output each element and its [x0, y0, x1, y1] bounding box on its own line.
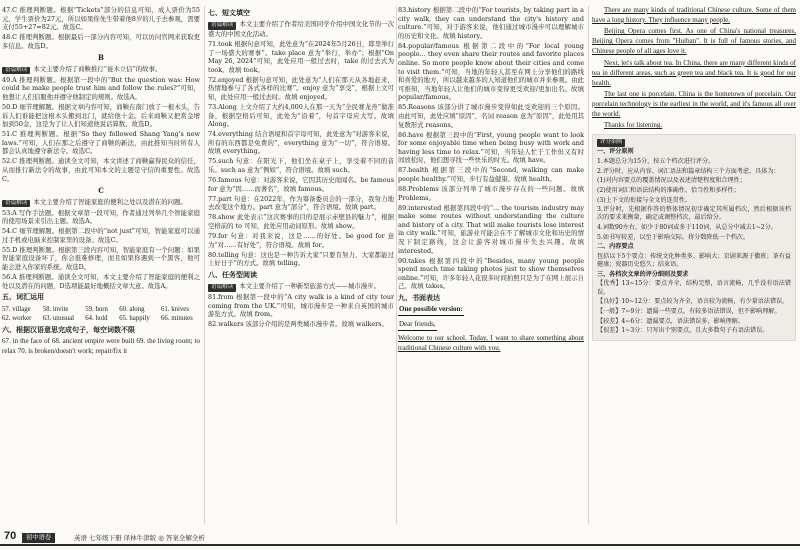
section-seven-heading: 七、短文填空: [208, 9, 250, 17]
answer-85: 85.Reasons 该部分讲了城市漫步变得如此受欢迎的三个原因。由此可知，此处应填“原因”，名词 reason 意为“原因”，此处用其复数形式 reasons。: [398, 103, 584, 129]
section-nine-heading: 九、书面表达: [398, 294, 440, 302]
rubric-heading: 三、各档次文章的评分细则及要求: [597, 270, 689, 278]
intro-text: 本文主要介绍了一种新型旅游方式——城市漫步。: [239, 282, 380, 291]
sentence-answers: 67. in the face of 68. ancient empire were built 69. the living room; to relax 70. is broken/doesn't work; repair/fix it: [2, 337, 200, 356]
passage-tag: 语篇解读: [2, 67, 30, 74]
vocab-item: 62. worker: [2, 314, 32, 322]
rubric-rule: 2.评分时，应从内容、词汇语法和篇章结构三个方面考虑，具体为：: [597, 167, 780, 175]
answer-73: 73.Along 上文介绍了大约4,000人在那一天为“全民赛龙舟”做准备，根据空格后可知，此处为“沿着”，句首字母应大写。故填 Along。: [208, 102, 394, 129]
salutation-text: Dear friends,: [398, 320, 437, 331]
answer-50: 50.D 细节理解题。根据文章内容可知，商鞅在南门放了一根木头，告诉人们谁能把这根木头搬到北门，就给他十金。后来商鞅又把赏金增加到50金，这是为了让人们知道他说话算数。故选D。: [2, 102, 200, 129]
rubric-tag: 评分细则: [597, 139, 625, 146]
essay-para-3: Next, let's talk about tea. In China, there are many different kinds of tea in different areas, such as green tea and black tea. It is good for our health.: [592, 58, 796, 87]
answer-84: 84.popular/famous 根据第二段中的“For local young people... they even share their routes and favorite places online. So more people know about their cities and come to visit them.”可知，当地的年轻人甚至在网上分享他们的路线和喜爱的地方，所以越来越多的人知道他们的城市并来参观。由此可推知，当地年轻人让他们的城市变得更受欢迎/更加出名。故填 popular/famous。: [398, 41, 584, 102]
essay-line-1: Welcome to our school. Today, I want to share something about traditional Chinese culture with you.: [398, 334, 584, 353]
answer-81: 81.from 根据第一段中的“A city walk is a kind of city tour coming from the UK.”可知，城市漫步是一种来自英国的城市游览方式。故填 from。: [208, 293, 394, 319]
answer-76: 76.famous 句意：对游客来说，它因其历史而闻名。be famous for 意为“因……而著名”，故填 famous。: [208, 176, 394, 193]
vocab-item: 63. unusual: [42, 314, 75, 322]
page-number: 70: [4, 530, 17, 543]
section-five-heading: 五、词汇运用: [2, 293, 44, 302]
sample-label: [398, 305, 584, 318]
book-badge: 初中语卷: [22, 533, 55, 543]
content-points: 包括以下5个要点：传统文化种类多、影响大；京剧来源于徽班；茶有益健康；瓷器历史悠久；结束语。: [597, 252, 791, 269]
vocab-item: 65. happily: [119, 314, 150, 322]
rubric-rule: 4.词数90左右，如少于80词或多于110词，从总分中减去1~2分。: [597, 223, 777, 231]
vocab-item: 64. hold: [85, 314, 108, 322]
grade-band: 【很差】1~3分：只写出个别要点，且大多数句子有语法错误。: [597, 327, 769, 335]
scoring-rubric: [592, 134, 796, 341]
passage-tag: 语篇解读: [2, 200, 30, 207]
sample-version-label: One possible version:: [398, 305, 464, 316]
answer-82: 82.walkers 该部分介绍的是两类城市漫步者。故填 walkers。: [208, 320, 388, 329]
answer-74: 74.everything 结合语境和首字母可知，此处意为“对游客来说，所有的东西都是免费的”，everything 意为“一切”，符合语境。故填 everything。: [208, 130, 394, 156]
rubric-heading: 一、评分原则: [597, 148, 634, 156]
answer-80: 80.telling 句意：这也是一种告诉大家“只要肯努力，大家都能过上好日子”的方式。故填 telling。: [208, 250, 394, 268]
answer-77: 77.part 句意：在2022年，作为筹备委员会的一部分，我努力地去改变这个地方。part 意为“部分”，符合语境。故填 part。: [208, 194, 394, 212]
essay-para-4: The last one is porcelain. China is the hometown of porcelain. Our porcelain technology is the earliest in the world, and it's famous all over the world.: [592, 90, 796, 118]
vocab-item: 58. invite: [42, 305, 69, 313]
page-footer: [0, 526, 800, 550]
answer-89: 89.interested 根据第四段中的“... the tourism industry may make some routes without understanding the culture and history of a city. That will make tourists lose interest in city walk.”可知，旅游业可能会在不了解城市文化和历史的情况下制定路线，这会让游客对城市漫步失去兴趣。故填 interested。: [398, 203, 584, 255]
salutation: [398, 320, 584, 333]
answer-75: 75.such 句意：在阳光下，他们坐在桌子上，享受着不同的音乐。such as 意为“例如”，符合语境。故填 such。: [208, 157, 394, 175]
intro-text: 本文主要介绍了商鞅推行“徙木立信”的故事。: [33, 64, 162, 73]
answer-56: 56.A 推理判断题。通读全文可知，本文主要介绍了智能家庭的便利之处以及潜在的问题，D选项能最好地概括文章大意。故选A。: [2, 273, 200, 290]
vocabulary-answers: [2, 305, 200, 323]
vocab-item: 66. minutes: [161, 314, 193, 322]
rubric-subrule: (3)上下文的衔接与全文的连贯性。: [597, 196, 691, 204]
column-2: [208, 6, 394, 331]
footer-text: 英语 七年级下册 译林牛津版 ◎ 答案全解全析: [74, 534, 205, 543]
answer-78: 78.show 此处表示“这次赛事的目的是展示赤壁县的魅力”，根据空格前的 to 可知，此处应用动词原形。故填 show。: [208, 213, 394, 230]
grade-band: 【优秀】13~15分：要点齐全，结构完整，语言流畅，几乎没有语法错误。: [597, 280, 791, 296]
grade-band: 【一般】7~9分：遗漏一些要点，有较多语法错误，但不影响理解。: [597, 307, 781, 315]
answer-54: 54.C 细节理解题。根据第二段中的“not just”可知，智能家庭可以通过手机或电脑来控制家里的设备。故选C。: [2, 227, 200, 244]
answer-47: 47.C 推理判断题。根据“Tickets”部分的信息可知，成人票价为55元，学生票价为27元，所以如果你先生带着他8岁的儿子去参观，需要支付55+27=82元。故选C。: [2, 6, 200, 32]
answer-72: 72.enjoyed 根据句意可知，此处意为“人们在那天从各地赶来，热情地参与了各式各样的比赛”。enjoy 意为“享受”，根据上文可知，此处应用一般过去时。故填 enjoyed。: [208, 75, 394, 101]
footer-rule: [0, 544, 800, 546]
vocab-item: 61. knives: [161, 305, 189, 313]
answer-86: 86.have 根据第三段中的“First, young people want to look for some enjoyable time when being busy with work and having less time to relax.”可知，当年轻人忙于工作但又有时间放松时，他们想寻找一些快乐的时光。故填 have。: [398, 130, 584, 165]
passage-intro: [208, 20, 394, 38]
vocab-item: 59. born: [85, 305, 108, 313]
intro-text: 本文主要介绍了作者给美国同学介绍中国文化节的一次盛大的中国文化活动。: [208, 20, 394, 38]
answer-90: 90.takes 根据第四段中的“Besides, many young people spend much time taking photos just to show themselves online.”可知，许多年轻人花很多时间拍照只是为了在网上展示自己。故填 takes。: [398, 256, 584, 291]
vocab-item: 57. village: [2, 305, 31, 313]
essay-para-2: Beijing Opera comes first. As one of China's national treasures, Beijing Opera comes from "Huiban". It is full of famous stories, and Chinese people of all ages love it.: [592, 27, 796, 56]
answer-79: 79.for 句意：对我来说，这是……的好处。be good for 意为“对……有好处”，符合语境。故填 for。: [208, 232, 394, 249]
passage-b-intro: [2, 65, 200, 74]
answer-88: 88.Problems 该部分列举了城市漫步存在的一些问题。故填 Problems。: [398, 185, 584, 202]
section-eight-heading: 八、任务型阅读: [208, 270, 257, 279]
essay-closing: Thanks for listening.: [604, 121, 663, 130]
column-3: [398, 6, 584, 356]
answer-83: 83.history 根据第二段中的“For tourists, by taking part in a city walk, they can understand the city's history and culture.”可知，对于游客来说，他们通过城市漫步可以理解城市的历史和文化。故填 history。: [398, 6, 584, 40]
section-b-heading: B: [98, 53, 104, 63]
rubric-subrule: (2)使用词汇和语法结构的准确性、恰当性和多样性；: [597, 186, 740, 194]
rubric-heading: 二、内容要点: [597, 243, 634, 251]
rubric-subrule: (1)对内容要点的覆盖情况以及表述清楚程度和合理性；: [597, 177, 746, 185]
answer-71: 71.took 根据句意可知，此处意为“在2024年5月26日，耶里举行了一场盛大的赛事”。take place 意为“举行，举办”；根据“On May 26, 2024”可知，此处应用一般过去时，take 的过去式为 took。故填 took。: [208, 39, 394, 74]
column-divider: [204, 6, 205, 524]
rubric-rule: 5.如书写较差，以至于影响交际，将分数降低一个档次。: [597, 233, 750, 241]
grade-band: 【较差】4~6分：遗漏要点，语法错误多，影响理解。: [597, 317, 744, 325]
intro-text: 本文主要介绍了智能家庭的便利之处以及潜在的问题。: [33, 197, 187, 206]
passage-tag: 语篇解读: [208, 22, 236, 29]
column-divider: [588, 6, 589, 524]
column-4: [592, 6, 796, 341]
passage-tag: 语篇解读: [208, 284, 236, 291]
rubric-rule: 1.本题总分为15分，按五个档次进行评分。: [597, 157, 715, 165]
passage-c-intro: [2, 198, 200, 207]
essay-para-1: There are many kinds of traditional Chinese culture. Some of them have a long history. They influence many people.: [592, 6, 796, 24]
answer-49: 49.A 推理判断题。根据第一段中的“But the question was: How could he make people trust him and follow the rules?”可知，他想让人们信服他并遵守他制定的规则。故选A。: [2, 75, 200, 101]
answer-87: 87.health 根据第三段中的“Second, walking can make people healthy.”可知，步行有益健康。故填 health。: [398, 166, 584, 183]
rubric-rule: 3.评分时，先根据作答的整体情况初步确定其所属档次，然后根据该档次的要求来衡量，确定或调整档次，最后给分。: [597, 206, 791, 222]
column-divider: [396, 6, 397, 524]
answer-51: 51.C 推理判断题。根据“So they followed Shang Yang's new laws.”可知，人们在那之后遵守了商鞅的新法，由此推知当时所有人都会认真地遵守新法令。故选C。: [2, 130, 200, 156]
passage-intro: [208, 282, 394, 291]
vocab-item: 60. along: [119, 305, 145, 313]
section-six-heading: 六、根据汉语意思完成句子，每空词数不限: [2, 325, 135, 334]
answer-48: 48.C 推理判断题。根据最后一部分内容可知，可以访问官网来获取更多信息。故选D。: [2, 33, 200, 50]
answer-55: 55.D 推理判断题。根据第三段内容可知，智能家庭有一个问题：如果智能家庭设备坏了，你会很难修理，而且如果你遇到一个黑客，他可能会进入你家的系统。故选D。: [2, 245, 200, 272]
column-1: [2, 6, 200, 359]
answer-52: 52.C 推理判断题。通读全文可知，本文讲述了商鞅赢得民众的信任，从而推行新法令的故事，由此可知本文的主题是守信的重要性。故选C。: [2, 157, 200, 183]
section-c-heading: C: [98, 186, 104, 196]
grade-band: 【良好】10~12分：要点较为齐全，语言较为流畅，有少量语法错误。: [597, 298, 789, 306]
answer-53: 53.A 写作手法题。根据文章第一段可知，作者通过列举几个智能家庭的使用场景来引出主题。故选A。: [2, 208, 200, 226]
